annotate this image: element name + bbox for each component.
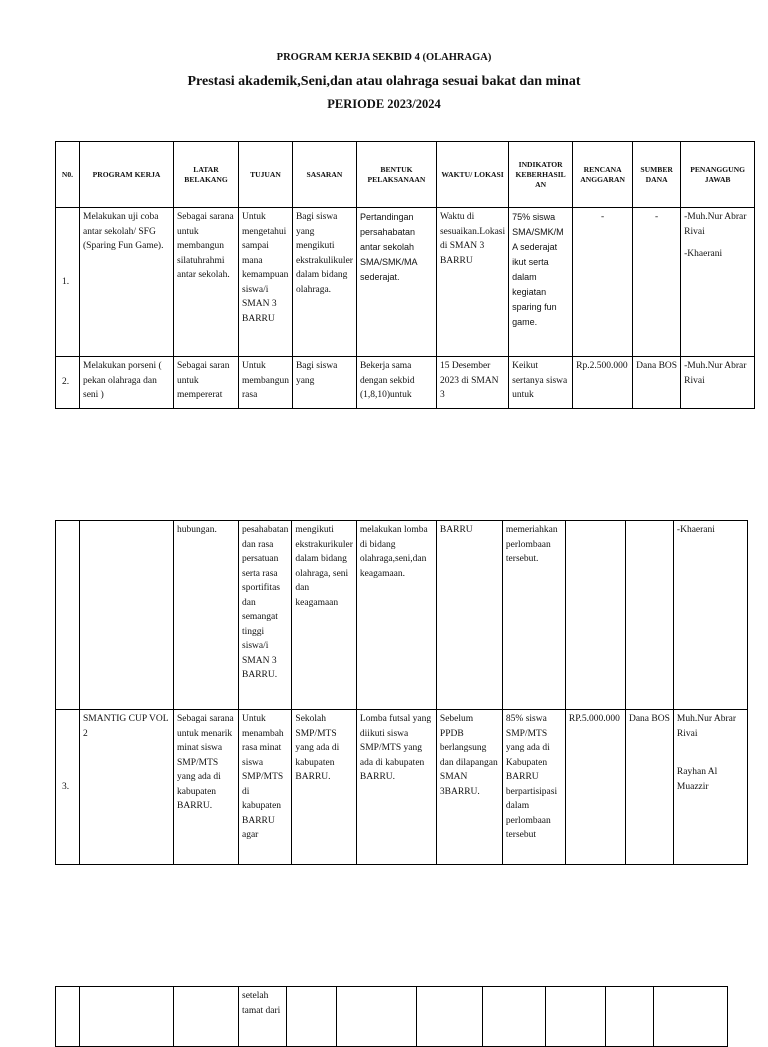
header-indikator: INDIKATOR KEBERHASIL AN [509,142,573,208]
cell-bentuk: Lomba futsal yang diikuti siswa SMP/MTS yang ada di kabupaten BARRU. [356,710,436,865]
cell-indikator: 75% siswa SMA/SMK/MA sederajat ikut serta dalam kegiatan sparing fun game. [509,208,573,357]
document-title: PROGRAM KERJA SEKBID 4 (OLAHRAGA) [276,52,492,63]
cell-tujuan: Untuk membangun rasa [239,357,293,409]
pj-name: Rayhan Al Muazzir [676,767,718,792]
cell-tujuan: Untuk mengetahui sampai mana kemampuan siswa/i SMAN 3 BARRU [239,208,293,357]
cell-penanggung [681,208,755,357]
cell-sumber: Dana BOS [633,357,681,409]
cell-program: Melakukan uji coba antar sekolah/ SFG (Sparing Fun Game). [80,208,174,357]
cell-sasaran: Bagi siswa yang mengikuti ekstrakulikuler dalam bidang olahraga. [292,208,356,357]
cell-sumber: Dana BOS [625,710,673,865]
cell-tujuan: Untuk menambah rasa minat siswa SMP/MTS di kabupaten BARRU agar [239,710,292,865]
cell-rencana: - [573,208,633,357]
cell-rencana: Rp.2.500.000 [573,357,633,409]
cell-rencana [546,987,606,1047]
row-number: 1. [56,208,80,357]
cell-sasaran: Sekolah SMP/MTS yang ada di kabupaten BARRU. [292,710,357,865]
cell-waktu: 15 Desember 2023 di SMAN 3 [436,357,508,409]
cell-program [80,987,174,1047]
header-bentuk: BENTUK PELAKSANAAN [356,142,436,208]
cell-rencana: RP.5.000.000 [565,710,625,865]
header-penanggung: PENANGGUNG JAWAB [681,142,755,208]
cell-sumber: - [633,208,681,357]
work-program-table-continued [55,520,748,865]
cell-program [80,521,174,710]
cell-indikator: memeriahkan perlombaan tersebut. [502,521,565,710]
header-sasaran: SASARAN [292,142,356,208]
cell-waktu [417,987,483,1047]
cell-latar: Sebagai saran untuk mempererat [174,357,239,409]
cell-indikator [483,987,546,1047]
row-number [56,987,80,1047]
cell-program: Melakukan porseni ( pekan olahraga dan seni ) [80,357,174,409]
table-header-row [56,142,755,208]
row-number: 3. [56,710,80,865]
cell-sasaran [287,987,337,1047]
cell-indikator: 85% siswa SMP/MTS yang ada di Kabupaten BARRU berpartisipasi dalam perlombaan tersebut [502,710,565,865]
cell-sasaran: mengikuti ekstrakurikuler dalam bidang olahraga, seni dan keagamaan [292,521,357,710]
row-number: 2. [56,357,80,409]
cell-bentuk: Bekerja sama dengan sekbid (1,8,10)untuk [356,357,436,409]
cell-waktu: Waktu di sesuaikan.Lokasi di SMAN 3 BARRU [436,208,508,357]
header-waktu: WAKTU/ LOKASI [436,142,508,208]
cell-waktu: BARRU [436,521,502,710]
header-program: PROGRAM KERJA [80,142,174,208]
table-row [56,208,755,357]
work-program-table [55,141,755,409]
cell-waktu: Sebelum PPDB berlangsung dan dilapangan SMAN 3BARRU. [436,710,502,865]
cell-rencana [565,521,625,710]
table-row [56,521,748,710]
header-sumber: SUMBER DANA [633,142,681,208]
header-latar: LATAR BELAKANG [174,142,239,208]
cell-latar: Sebagai sarana untuk membangun silatuhrahmi antar sekolah. [174,208,239,357]
document-period: PERIODE 2023/2024 [327,97,441,111]
cell-bentuk: Pertandingan persahabatan antar sekolah SMA/SMK/MA sederajat. [356,208,436,357]
cell-penanggung [673,710,747,865]
table-row [56,987,728,1047]
header-tujuan: TUJUAN [239,142,293,208]
cell-latar [174,987,239,1047]
cell-sasaran: Bagi siswa yang [292,357,356,409]
cell-bentuk: melakukan lomba di bidang olahraga,seni,dan keagamaan. [356,521,436,710]
cell-sumber [625,521,673,710]
table-row [56,357,755,409]
document-subtitle: Prestasi akademik,Seni,dan atau olahraga sesuai bakat dan minat [187,74,581,89]
cell-bentuk [337,987,417,1047]
pj-name: -Muh.Nur Abrar Rivai [684,212,747,237]
cell-program: SMANTIG CUP VOL 2 [80,710,174,865]
cell-latar: Sebagai sarana untuk menarik minat siswa SMP/MTS yang ada di kabupaten BARRU. [174,710,239,865]
cell-penanggung [654,987,728,1047]
header-no: N0. [56,142,80,208]
cell-penanggung: -Khaerani [673,521,747,710]
cell-sumber [606,987,654,1047]
cell-indikator: Keikut sertanya siswa untuk [509,357,573,409]
cell-latar: hubungan. [174,521,239,710]
row-number [56,521,80,710]
pj-name: Muh.Nur Abrar Rivai [676,714,737,739]
work-program-table-continued [55,986,728,1047]
table-row [56,710,748,865]
pj-name: -Khaerani [684,249,723,259]
cell-tujuan: setelah tamat dari [239,987,287,1047]
cell-tujuan: pesahabatan dan rasa persatuan serta rasa sportifitas dan semangat tinggi siswa/i SMAN 3 BARRU. [239,521,292,710]
header-rencana: RENCANA ANGGARAN [573,142,633,208]
cell-penanggung: -Muh.Nur Abrar Rivai [681,357,755,409]
